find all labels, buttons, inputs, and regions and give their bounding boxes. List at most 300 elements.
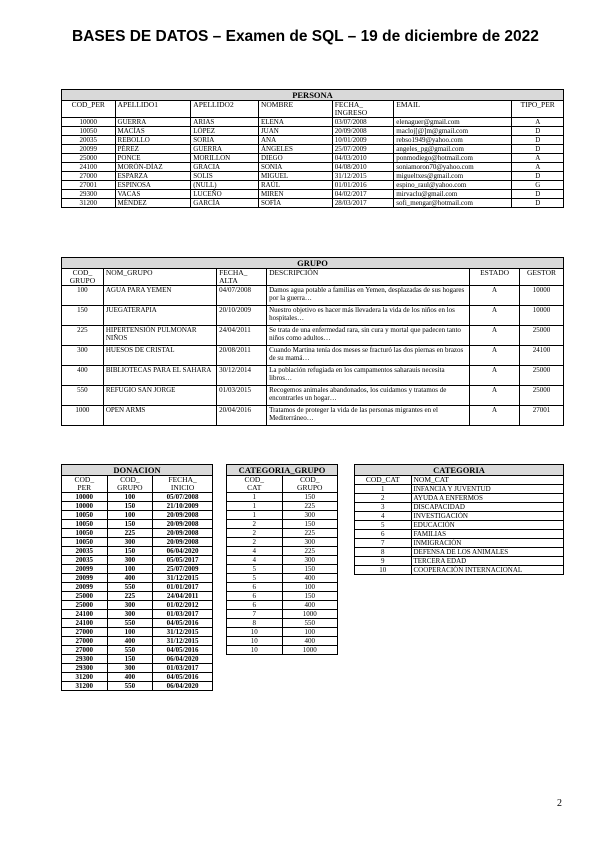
- table-cell: 150: [282, 565, 338, 574]
- table-cell: 27001: [62, 181, 116, 190]
- table-cell: 21/10/2009: [153, 502, 213, 511]
- table-cell: 225: [282, 547, 338, 556]
- table-cell: A: [470, 366, 520, 386]
- categoria_grupo-caption: CATEGORIA_GRUPO: [227, 465, 338, 476]
- table-cell: ANA: [258, 136, 332, 145]
- column-header: COD_ CAT: [227, 476, 283, 493]
- table-cell: 28/03/2017: [332, 199, 394, 208]
- table-row: [355, 485, 564, 494]
- table-cell: 20/09/2008: [332, 127, 394, 136]
- table-cell: sofi_mengar@hotmail.com: [394, 199, 512, 208]
- table-row: [227, 502, 338, 511]
- table-cell: JUEGATERAPIA: [103, 306, 216, 326]
- table-cell: 25/07/2009: [332, 145, 394, 154]
- table-cell: macloj[@]m@gmail.com: [394, 127, 512, 136]
- table-cell: 25000: [62, 154, 116, 163]
- table-cell: 30/12/2014: [217, 366, 267, 386]
- table-cell: 8: [227, 619, 283, 628]
- table-row: [62, 673, 213, 682]
- table-cell: SOFÍA: [258, 199, 332, 208]
- table-cell: 4: [227, 556, 283, 565]
- grupo-caption: GRUPO: [62, 258, 564, 269]
- table-row: [62, 493, 213, 502]
- table-cell: 01/02/2012: [153, 601, 213, 610]
- table-cell: Nuestro objetivo es hacer más llevadera la vida de los niños en los hospitales…: [267, 306, 470, 326]
- table-cell: 10/01/2009: [332, 136, 394, 145]
- table-row: [62, 181, 564, 190]
- table-cell: Se trata de una enfermedad rara, sin cura y mortal que padecen tanto niños como adultos…: [267, 326, 470, 346]
- table-cell: D: [512, 199, 564, 208]
- table-cell: 150: [107, 547, 153, 556]
- table-cell: 10000: [62, 493, 108, 502]
- table-row: [62, 163, 564, 172]
- table-cell: 550: [107, 682, 153, 691]
- donacion-caption: DONACION: [62, 465, 213, 476]
- table-cell: 400: [282, 637, 338, 646]
- table-cell: RAÚL: [258, 181, 332, 190]
- table-row: [227, 556, 338, 565]
- table-row: [227, 583, 338, 592]
- table-cell: 20/09/2008: [153, 511, 213, 520]
- table-cell: 04/07/2008: [217, 286, 267, 306]
- table-cell: 100: [107, 511, 153, 520]
- table-cell: 10050: [62, 538, 108, 547]
- column-header: GESTOR: [520, 269, 564, 286]
- table-cell: A: [512, 118, 564, 127]
- column-header: COD_ GRUPO: [107, 476, 153, 493]
- table-cell: 10000: [62, 118, 116, 127]
- table-cell: D: [512, 190, 564, 199]
- table-cell: 225: [62, 326, 104, 346]
- table-cell: MACÍAS: [115, 127, 191, 136]
- table-cell: 04/05/2016: [153, 646, 213, 655]
- table-cell: HIPERTENSIÓN PULMONAR NIÑOS: [103, 326, 216, 346]
- table-cell: AYUDA A ENFERMOS: [411, 494, 564, 503]
- table-cell: 400: [62, 366, 104, 386]
- table-cell: 400: [107, 637, 153, 646]
- table-cell: 10: [227, 637, 283, 646]
- table-row: [62, 682, 213, 691]
- table-cell: angeles_pg@gmail.com: [394, 145, 512, 154]
- table-cell: Recogemos animales abandonados, los cuidamos y tratamos de encontrarles un hogar…: [267, 386, 470, 406]
- table-row: [62, 511, 213, 520]
- table-cell: A: [470, 286, 520, 306]
- table-row: [227, 565, 338, 574]
- table-row: [355, 557, 564, 566]
- table-cell: 100: [107, 628, 153, 637]
- table-cell: 225: [107, 592, 153, 601]
- table-row: [62, 286, 564, 306]
- table-row: [355, 566, 564, 575]
- table-cell: 25/07/2009: [153, 565, 213, 574]
- table-cell: 550: [107, 646, 153, 655]
- table-row: [62, 172, 564, 181]
- table-cell: 300: [282, 538, 338, 547]
- table-cell: REBOLLO: [115, 136, 191, 145]
- table-cell: Cuando Martina tenía dos meses se fracturó las dos piernas en brazos de su mamá…: [267, 346, 470, 366]
- table-cell: SONIA: [258, 163, 332, 172]
- table-row: [227, 538, 338, 547]
- grupo-table: [61, 257, 564, 426]
- page-number: 2: [557, 798, 562, 809]
- table-cell: COOPERACIÓN INTERNACIONAL: [411, 566, 564, 575]
- table-row: [62, 406, 564, 426]
- table-cell: LUCEÑO: [191, 190, 259, 199]
- table-row: [62, 190, 564, 199]
- table-cell: 400: [107, 574, 153, 583]
- table-cell: rebso1949@yahoo.com: [394, 136, 512, 145]
- table-cell: 150: [282, 592, 338, 601]
- table-cell: 24100: [520, 346, 564, 366]
- column-header: FECHA_ INGRESO: [332, 101, 394, 118]
- table-cell: 24100: [62, 619, 108, 628]
- table-cell: 27001: [520, 406, 564, 426]
- table-cell: 27000: [62, 637, 108, 646]
- table-cell: 20/09/2008: [153, 538, 213, 547]
- table-cell: 300: [107, 610, 153, 619]
- table-cell: 31/12/2015: [153, 628, 213, 637]
- table-row: [62, 655, 213, 664]
- table-cell: 6: [227, 583, 283, 592]
- table-cell: 150: [282, 493, 338, 502]
- column-header: COD_ PER: [62, 476, 108, 493]
- table-cell: 10: [227, 646, 283, 655]
- table-cell: SOLIS: [191, 172, 259, 181]
- table-cell: 25000: [62, 592, 108, 601]
- table-cell: 550: [282, 619, 338, 628]
- table-cell: 225: [107, 529, 153, 538]
- table-cell: 20099: [62, 583, 108, 592]
- table-cell: REFUGIO SAN JORGE: [103, 386, 216, 406]
- table-cell: 4: [355, 512, 412, 521]
- table-cell: 29300: [62, 664, 108, 673]
- table-cell: A: [512, 163, 564, 172]
- table-row: [62, 664, 213, 673]
- table-cell: 2: [227, 529, 283, 538]
- table-cell: 10000: [520, 286, 564, 306]
- table-cell: 24100: [62, 163, 116, 172]
- table-cell: 1: [227, 493, 283, 502]
- table-cell: PONCE: [115, 154, 191, 163]
- column-header: TIPO_PER: [512, 101, 564, 118]
- table-cell: 5: [227, 565, 283, 574]
- table-cell: ponmodiego@hotmail.com: [394, 154, 512, 163]
- table-row: [355, 539, 564, 548]
- table-row: [62, 520, 213, 529]
- table-cell: D: [512, 172, 564, 181]
- table-row: [227, 628, 338, 637]
- table-cell: D: [512, 136, 564, 145]
- table-cell: 03/07/2008: [332, 118, 394, 127]
- table-cell: 150: [282, 520, 338, 529]
- table-cell: 100: [107, 565, 153, 574]
- table-cell: 10050: [62, 520, 108, 529]
- table-row: [62, 529, 213, 538]
- table-cell: GARCÍA: [191, 199, 259, 208]
- table-cell: 1000: [282, 646, 338, 655]
- table-cell: JUAN: [258, 127, 332, 136]
- table-row: [227, 619, 338, 628]
- column-header: FECHA_ ALTA: [217, 269, 267, 286]
- table-cell: 04/08/2010: [332, 163, 394, 172]
- table-cell: 20099: [62, 565, 108, 574]
- table-cell: 1000: [62, 406, 104, 426]
- table-cell: 06/04/2020: [153, 547, 213, 556]
- table-cell: 300: [62, 346, 104, 366]
- table-row: [62, 127, 564, 136]
- table-cell: A: [470, 406, 520, 426]
- table-cell: Damos agua potable a familias en Yemen, desplazadas de sus hogares por la guerra…: [267, 286, 470, 306]
- table-cell: A: [470, 386, 520, 406]
- column-header: FECHA_ INICIO: [153, 476, 213, 493]
- table-cell: VACAS: [115, 190, 191, 199]
- table-cell: 05/07/2008: [153, 493, 213, 502]
- table-row: [62, 646, 213, 655]
- table-row: [62, 547, 213, 556]
- column-header: COD_PER: [62, 101, 116, 118]
- table-cell: 400: [282, 574, 338, 583]
- table-cell: DIEGO: [258, 154, 332, 163]
- table-cell: 31200: [62, 673, 108, 682]
- table-cell: Tratamos de proteger la vida de las personas migrantes en el Mediterráneo…: [267, 406, 470, 426]
- table-cell: A: [470, 306, 520, 326]
- table-row: [62, 326, 564, 346]
- table-row: [62, 386, 564, 406]
- table-cell: espino_raul@yahoo.com: [394, 181, 512, 190]
- table-cell: 100: [62, 286, 104, 306]
- table-row: [62, 610, 213, 619]
- table-cell: 20035: [62, 547, 108, 556]
- table-cell: 4: [227, 547, 283, 556]
- table-cell: ARIAS: [191, 118, 259, 127]
- table-cell: G: [512, 181, 564, 190]
- table-cell: 29300: [62, 655, 108, 664]
- table-row: [62, 346, 564, 366]
- table-row: [62, 583, 213, 592]
- categoria-grupo-table: [226, 464, 338, 655]
- table-cell: 20099: [62, 574, 108, 583]
- table-cell: 31/12/2015: [153, 637, 213, 646]
- persona-table: [61, 89, 564, 208]
- table-cell: 300: [282, 556, 338, 565]
- table-cell: mirvaclu@gmail.com: [394, 190, 512, 199]
- table-cell: (NULL): [191, 181, 259, 190]
- table-cell: 01/01/2016: [332, 181, 394, 190]
- table-cell: 400: [107, 673, 153, 682]
- table-cell: 24100: [62, 610, 108, 619]
- table-cell: A: [470, 346, 520, 366]
- table-row: [227, 637, 338, 646]
- table-cell: 01/01/2017: [153, 583, 213, 592]
- table-row: [62, 199, 564, 208]
- table-cell: 20035: [62, 136, 116, 145]
- page-title: BASES DE DATOS – Examen de SQL – 19 de diciembre de 2022: [72, 28, 539, 45]
- categoria-table: [354, 464, 564, 575]
- table-cell: GUERRA: [191, 145, 259, 154]
- table-cell: 100: [107, 493, 153, 502]
- table-row: [62, 601, 213, 610]
- column-header: APELLIDO1: [115, 101, 191, 118]
- table-cell: 06/04/2020: [153, 682, 213, 691]
- table-cell: 7: [227, 610, 283, 619]
- table-row: [355, 530, 564, 539]
- table-row: [227, 610, 338, 619]
- column-header: ESTADO: [470, 269, 520, 286]
- table-cell: 01/03/2015: [217, 386, 267, 406]
- table-cell: 300: [107, 538, 153, 547]
- table-cell: 1: [227, 511, 283, 520]
- table-cell: 1000: [282, 610, 338, 619]
- table-cell: 2: [355, 494, 412, 503]
- table-cell: MÉNDEZ: [115, 199, 191, 208]
- table-cell: 5: [355, 521, 412, 530]
- table-cell: 04/05/2016: [153, 673, 213, 682]
- column-header: NOM_CAT: [411, 476, 564, 485]
- table-row: [227, 592, 338, 601]
- column-header: NOM_GRUPO: [103, 269, 216, 286]
- table-cell: 100: [282, 583, 338, 592]
- table-cell: 20/10/2009: [217, 306, 267, 326]
- table-cell: TERCERA EDAD: [411, 557, 564, 566]
- column-header: COD_ GRUPO: [62, 269, 104, 286]
- table-cell: 400: [282, 601, 338, 610]
- table-cell: 31200: [62, 682, 108, 691]
- table-cell: 24/04/2011: [153, 592, 213, 601]
- table-cell: 01/03/2017: [153, 610, 213, 619]
- table-cell: 04/02/2017: [332, 190, 394, 199]
- table-cell: 300: [107, 556, 153, 565]
- table-row: [62, 556, 213, 565]
- table-cell: GUERRA: [115, 118, 191, 127]
- table-cell: MORILLON: [191, 154, 259, 163]
- table-cell: 20/08/2011: [217, 346, 267, 366]
- table-cell: GRACIA: [191, 163, 259, 172]
- table-cell: 150: [62, 306, 104, 326]
- table-cell: HUESOS DE CRISTAL: [103, 346, 216, 366]
- table-cell: MORÓN-DÍAZ: [115, 163, 191, 172]
- table-cell: 150: [107, 655, 153, 664]
- table-cell: ESPARZA: [115, 172, 191, 181]
- table-cell: 25000: [520, 386, 564, 406]
- donacion-table: [61, 464, 213, 691]
- table-cell: OPEN ARMS: [103, 406, 216, 426]
- column-header: DESCRIPCIÓN: [267, 269, 470, 286]
- table-cell: 225: [282, 529, 338, 538]
- table-row: [355, 521, 564, 530]
- table-cell: 9: [355, 557, 412, 566]
- table-cell: soniamoron70@yahoo.com: [394, 163, 512, 172]
- column-header: COD_ GRUPO: [282, 476, 338, 493]
- table-cell: 25000: [520, 366, 564, 386]
- table-row: [227, 493, 338, 502]
- table-cell: 2: [227, 538, 283, 547]
- table-cell: 24/04/2011: [217, 326, 267, 346]
- table-cell: 10050: [62, 511, 108, 520]
- table-row: [227, 646, 338, 655]
- table-cell: 10050: [62, 529, 108, 538]
- table-cell: 27000: [62, 172, 116, 181]
- table-cell: EDUCACIÓN: [411, 521, 564, 530]
- table-row: [62, 306, 564, 326]
- table-cell: 550: [107, 583, 153, 592]
- table-cell: 550: [107, 619, 153, 628]
- table-cell: 27000: [62, 646, 108, 655]
- table-cell: 10: [227, 628, 283, 637]
- table-row: [227, 547, 338, 556]
- table-row: [62, 502, 213, 511]
- table-cell: 150: [107, 502, 153, 511]
- table-cell: 04/03/2010: [332, 154, 394, 163]
- table-cell: 3: [355, 503, 412, 512]
- table-cell: 10000: [62, 502, 108, 511]
- column-header: APELLIDO2: [191, 101, 259, 118]
- table-cell: D: [512, 145, 564, 154]
- table-cell: 31/12/2015: [332, 172, 394, 181]
- table-row: [355, 548, 564, 557]
- table-row: [227, 511, 338, 520]
- table-cell: BIBLIOTECAS PARA EL SAHARA: [103, 366, 216, 386]
- table-row: [62, 619, 213, 628]
- table-cell: LÓPEZ: [191, 127, 259, 136]
- table-cell: 225: [282, 502, 338, 511]
- table-cell: 2: [227, 520, 283, 529]
- persona-caption: PERSONA: [62, 90, 564, 101]
- table-cell: INVESTIGACIÓN: [411, 512, 564, 521]
- table-row: [62, 637, 213, 646]
- column-header: COD_CAT: [355, 476, 412, 485]
- table-cell: 300: [107, 601, 153, 610]
- table-row: [62, 145, 564, 154]
- table-cell: 20/09/2008: [153, 520, 213, 529]
- table-cell: 29300: [62, 190, 116, 199]
- table-row: [62, 565, 213, 574]
- table-row: [227, 601, 338, 610]
- table-cell: 300: [282, 511, 338, 520]
- table-cell: migueltxes@gmail.com: [394, 172, 512, 181]
- table-cell: ÁNGELES: [258, 145, 332, 154]
- table-row: [62, 592, 213, 601]
- table-cell: 01/03/2017: [153, 664, 213, 673]
- table-cell: 31/12/2015: [153, 574, 213, 583]
- table-row: [227, 520, 338, 529]
- table-row: [62, 538, 213, 547]
- column-header: EMAIL: [394, 101, 512, 118]
- table-cell: 06/04/2020: [153, 655, 213, 664]
- table-row: [62, 154, 564, 163]
- table-cell: 1: [355, 485, 412, 494]
- table-cell: 7: [355, 539, 412, 548]
- table-cell: 300: [107, 664, 153, 673]
- table-cell: 150: [107, 520, 153, 529]
- table-cell: 25000: [520, 326, 564, 346]
- table-cell: 10000: [520, 306, 564, 326]
- table-cell: 20035: [62, 556, 108, 565]
- table-row: [355, 494, 564, 503]
- table-cell: 8: [355, 548, 412, 557]
- table-row: [355, 503, 564, 512]
- table-cell: 20/09/2008: [153, 529, 213, 538]
- table-cell: AGUA PARA YEMEN: [103, 286, 216, 306]
- table-row: [355, 512, 564, 521]
- table-cell: PÉREZ: [115, 145, 191, 154]
- table-cell: A: [512, 154, 564, 163]
- table-cell: SORIA: [191, 136, 259, 145]
- table-cell: ELENA: [258, 118, 332, 127]
- table-cell: 6: [227, 592, 283, 601]
- table-cell: 6: [227, 601, 283, 610]
- table-cell: 27000: [62, 628, 108, 637]
- table-cell: 20/04/2016: [217, 406, 267, 426]
